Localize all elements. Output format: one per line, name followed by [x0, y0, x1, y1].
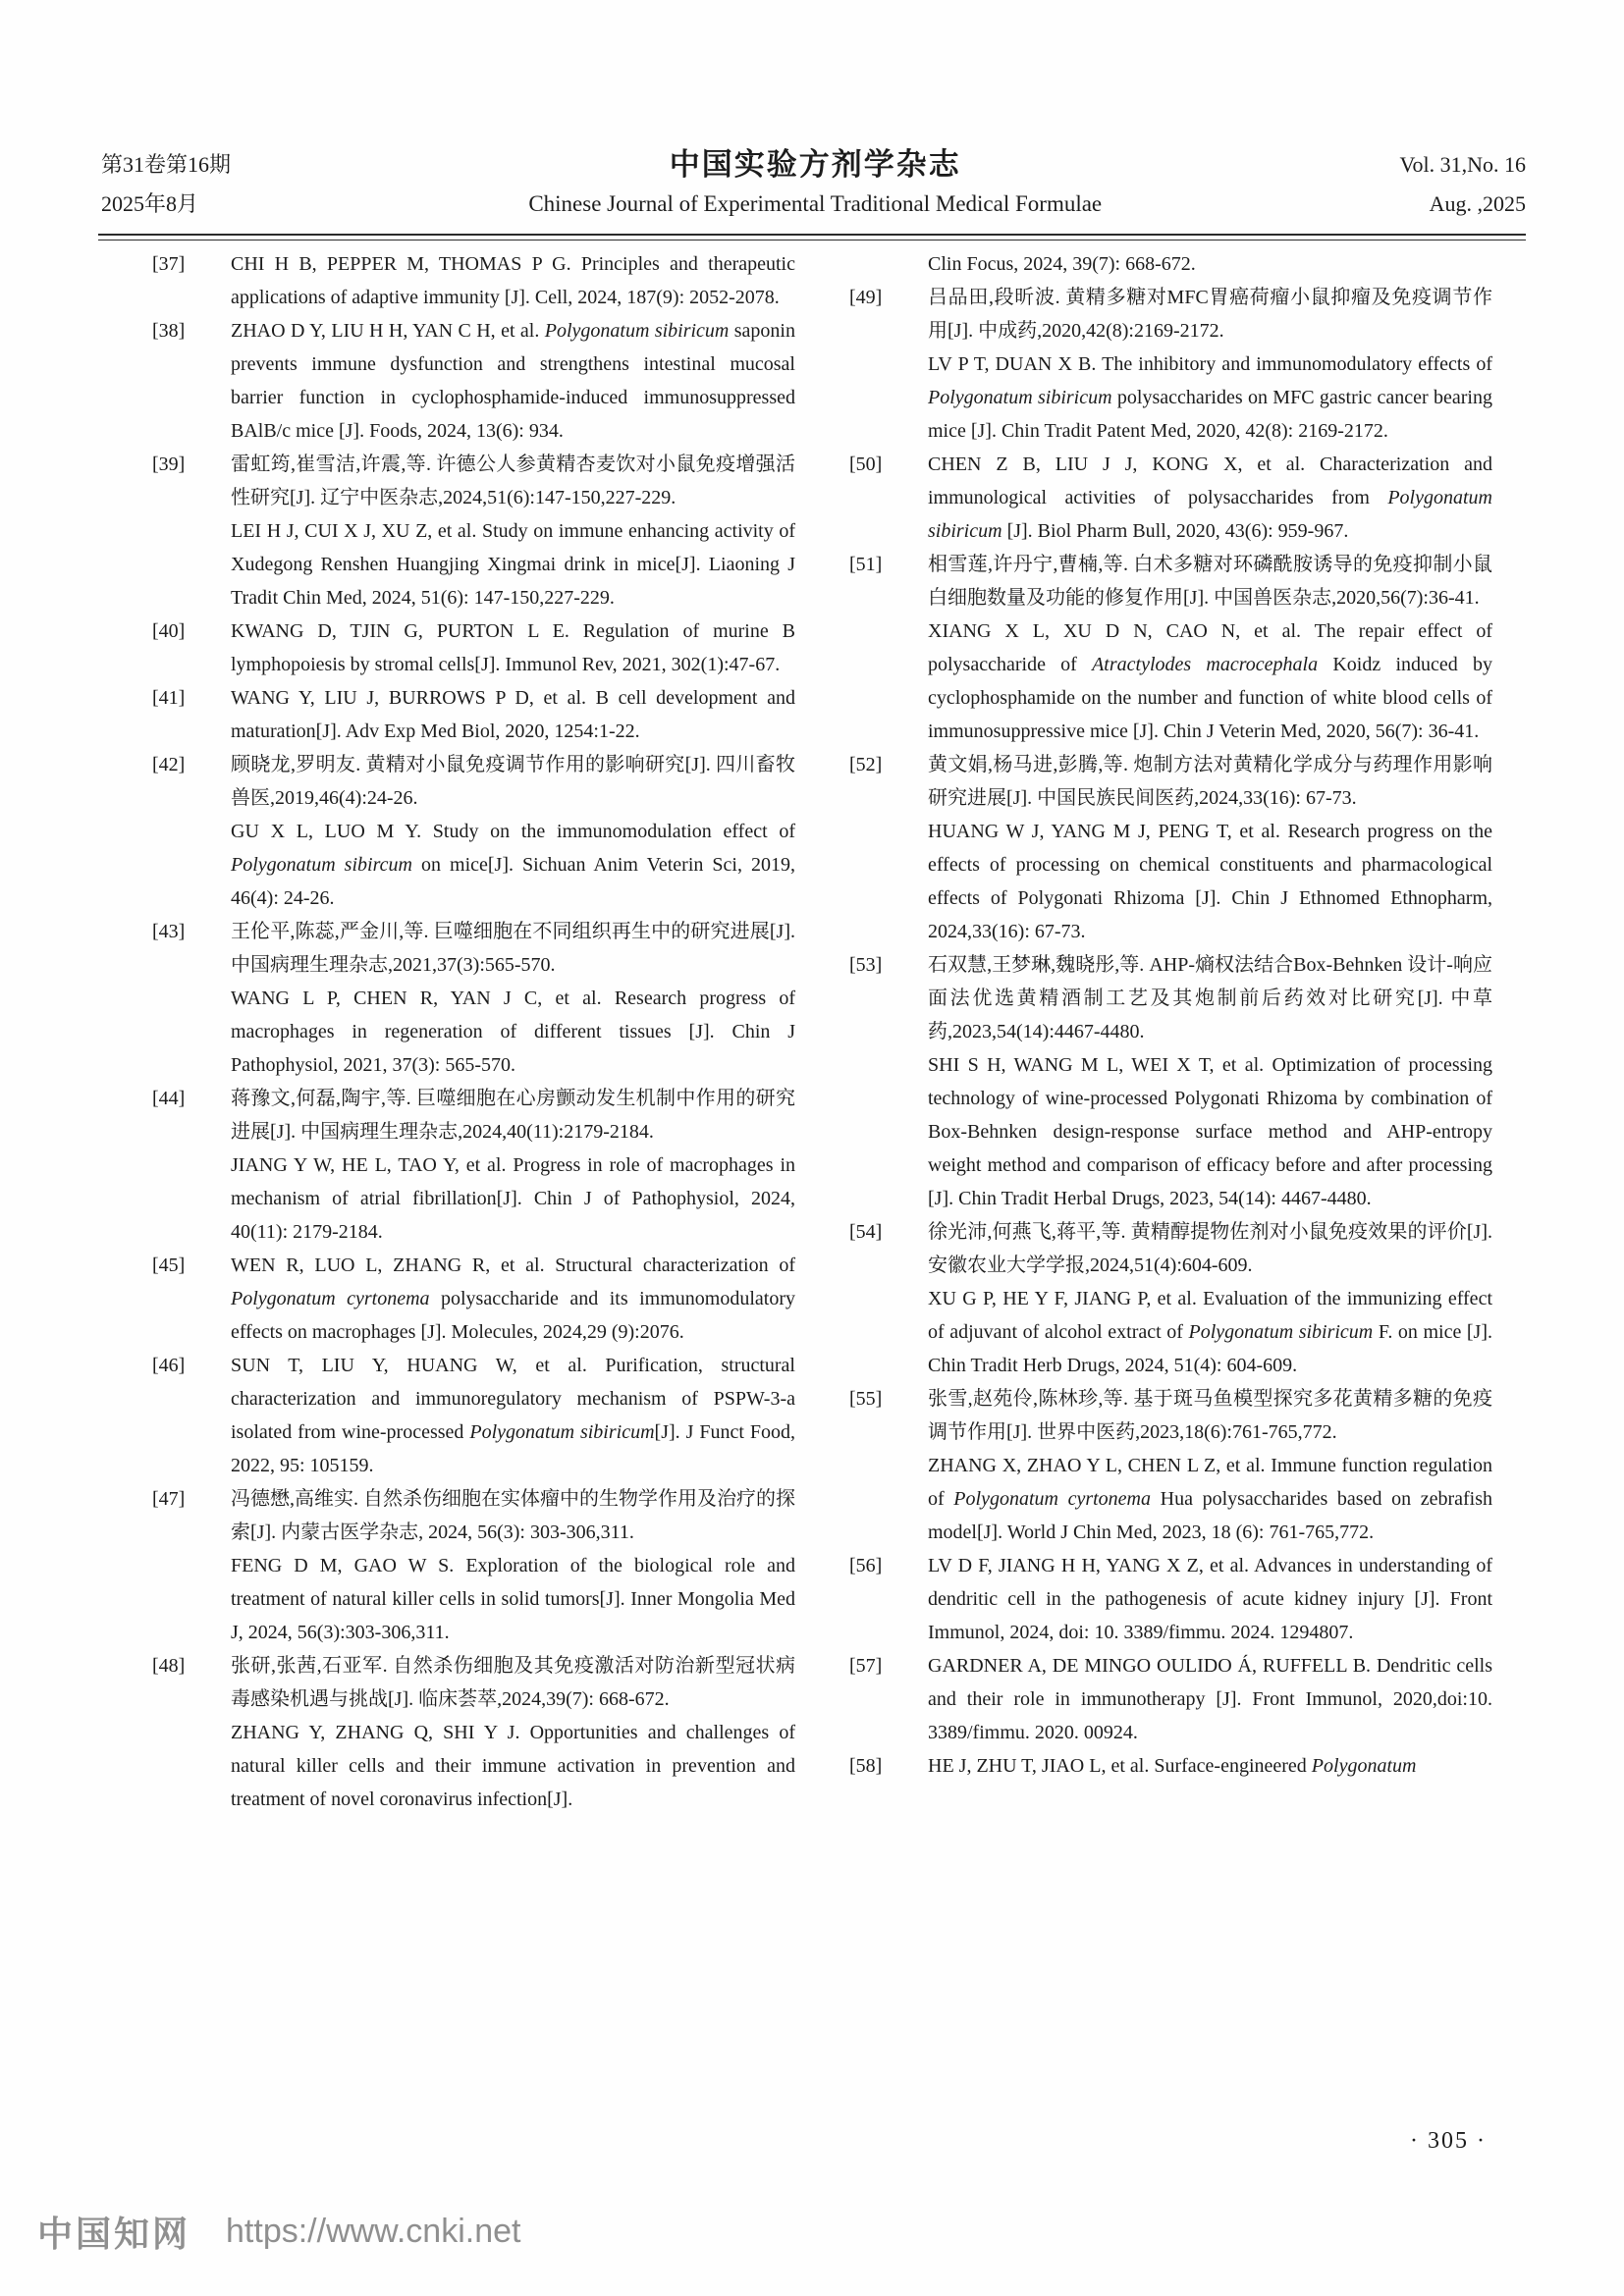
citation-text: WANG L P, CHEN R, YAN J C, et al. Research progress of macrophages in regeneration of different tissues [J]. Chin J Pathophysiol, 2021, 37(3): 565-570.	[231, 988, 795, 1076]
reference-body	[928, 247, 1492, 281]
reference-body	[928, 1749, 1492, 1783]
citation-text: ZHANG X, ZHAO Y L, CHEN L Z, et al. Immune function regulation of	[928, 1455, 1492, 1510]
citation-text: CHI H B, PEPPER M, THOMAS P G. Principles and therapeutic applications of adaptive immunity [J]. Cell, 2024, 187(9): 2052-2078.	[231, 253, 795, 308]
reference-number: [42]	[152, 754, 186, 775]
reference-number: [37]	[152, 253, 186, 275]
reference-body	[928, 281, 1492, 448]
citation-text: ZHAO D Y, LIU H H, YAN C H, et al.	[231, 320, 545, 342]
volume-issue-en: Vol. 31,No. 16	[1399, 152, 1526, 177]
citation-text: 吕品田,段昕波. 黄精多糖对MFC胃癌荷瘤小鼠抑瘤及免疫调节作用[J]. 中成药,2020,42(8):2169-2172.	[928, 287, 1492, 342]
reference-entry	[152, 1482, 795, 1649]
citation-italic-text: Polygonatum sibiricum	[469, 1421, 655, 1443]
citation-text: XIANG X L, XU D N, CAO N, et al. The repair effect of polysaccharide of	[928, 620, 1492, 675]
citation-text: 张研,张茜,石亚军. 自然杀伤细胞及其免疫激活对防治新型冠状病毒感染机遇与挑战[J]. 临床荟萃,2024,39(7): 668-672.	[231, 1655, 795, 1710]
citation-text: HE J, ZHU T, JIAO L, et al. Surface-engineered	[928, 1755, 1312, 1777]
reference-citation	[231, 247, 795, 314]
reference-citation	[231, 1349, 795, 1482]
reference-body	[231, 1349, 795, 1482]
references-column-left	[152, 247, 795, 1816]
header-issue-info-en	[1399, 145, 1526, 224]
citation-text: Koidz induced by cyclophosphamide on the number and function of white blood cells of immunosuppressive mice [J]. Chin J Veterin Med, 2020, 56(7): 36-41.	[928, 654, 1493, 742]
citation-text: WEN R, LUO L, ZHANG R, et al. Structural characterization of	[231, 1255, 795, 1276]
citation-text: XU G P, HE Y F, JIANG P, et al. Evaluation of the immunizing effect of adjuvant of alcohol extract of	[928, 1288, 1492, 1343]
reference-citation	[928, 1649, 1492, 1749]
reference-citation	[231, 514, 795, 614]
reference-entry	[849, 281, 1492, 448]
reference-entry	[849, 448, 1492, 548]
reference-entry	[849, 948, 1492, 1215]
reference-citation	[928, 448, 1492, 548]
reference-citation	[231, 448, 795, 514]
citation-text: 石双慧,王梦琳,魏晓彤,等. AHP-熵权法结合Box-Behnken 设计-响应面法优选黄精酒制工艺及其炮制前后药效对比研究[J]. 中草药,2023,54(14):4467-4480.	[928, 954, 1492, 1042]
citation-text: Clin Focus, 2024, 39(7): 668-672.	[928, 253, 1196, 275]
reference-citation	[928, 1282, 1492, 1382]
reference-citation	[231, 748, 795, 815]
citation-text: SUN T, LIU Y, HUANG W, et al. Purification, structural characterization and immunoregulatory mechanism of PSPW-3-a isolated from wine-processed	[231, 1355, 795, 1443]
reference-body	[928, 748, 1492, 948]
citation-italic-text: Polygonatum	[1311, 1755, 1417, 1777]
reference-number: [38]	[152, 320, 186, 342]
reference-number: [48]	[152, 1655, 186, 1677]
reference-citation	[231, 614, 795, 681]
reference-number: [44]	[152, 1088, 186, 1109]
citation-italic-text: Polygonatum sibircum	[231, 854, 412, 876]
citation-text: 相雪莲,许丹宁,曹楠,等. 白术多糖对环磷酰胺诱导的免疫抑制小鼠白细胞数量及功能的修复作用[J]. 中国兽医杂志,2020,56(7):36-41.	[928, 554, 1492, 609]
reference-body	[231, 247, 795, 314]
volume-issue-cn: 第31卷第16期	[101, 152, 232, 177]
citation-text: 徐光沛,何燕飞,蒋平,等. 黄精醇提物佐剂对小鼠免疫效果的评价[J]. 安徽农业大学学报,2024,51(4):604-609.	[928, 1221, 1492, 1276]
header-divider-rule	[98, 234, 1526, 240]
reference-entry	[849, 1749, 1492, 1783]
citation-text: SHI S H, WANG M L, WEI X T, et al. Optimization of processing technology of wine-processed Polygonati Rhizoma by combination of Box-Behnken design-response surface method and AHP-entropy weight method and comparison of efficacy before and after processing [J]. Chin Tradit Herbal Drugs, 2023, 54(14): 4467-4480.	[928, 1054, 1492, 1209]
date-en: Aug. ,2025	[1429, 191, 1526, 216]
reference-citation	[231, 1082, 795, 1148]
reference-entry	[152, 1249, 795, 1349]
reference-number: [49]	[849, 287, 883, 308]
journal-title-cn: 中国实验方剂学杂志	[669, 147, 961, 182]
citation-text: 顾晓龙,罗明友. 黄精对小鼠免疫调节作用的影响研究[J]. 四川畜牧兽医,2019,46(4):24-26.	[231, 754, 795, 809]
reference-citation	[231, 815, 795, 915]
reference-number: [46]	[152, 1355, 186, 1376]
citation-italic-text: Polygonatum sibiricum	[928, 487, 1492, 542]
reference-number: [40]	[152, 620, 186, 642]
citation-text: 冯德懋,高维实. 自然杀伤细胞在实体瘤中的生物学作用及治疗的探索[J]. 内蒙古医学杂志, 2024, 56(3): 303-306,311.	[231, 1488, 795, 1543]
reference-body	[231, 1082, 795, 1249]
footer-watermark	[37, 2207, 520, 2257]
reference-number: [56]	[849, 1555, 883, 1576]
reference-entry	[849, 1549, 1492, 1649]
reference-citation	[231, 1716, 795, 1816]
citation-text: LEI H J, CUI X J, XU Z, et al. Study on immune enhancing activity of Xudegong Renshen Huangjing Xingmai drink in mice[J]. Liaoning J Tradit Chin Med, 2024, 51(6): 147-150,227-229.	[231, 520, 795, 609]
reference-number: [39]	[152, 454, 186, 475]
reference-body	[231, 748, 795, 915]
citation-text: WANG Y, LIU J, BURROWS P D, et al. B cell development and maturation[J]. Adv Exp Med Biol, 2020, 1254:1-22.	[231, 687, 795, 742]
reference-body	[231, 1482, 795, 1649]
header-journal-title	[231, 145, 1399, 224]
reference-number: [41]	[152, 687, 186, 709]
citation-text: 蒋豫文,何磊,陶宇,等. 巨噬细胞在心房颤动发生机制中作用的研究进展[J]. 中国病理生理杂志,2024,40(11):2179-2184.	[231, 1088, 795, 1143]
citation-text: HUANG W J, YANG M J, PENG T, et al. Research progress on the effects of processing on chemical constituents and pharmacological effects of Polygonati Rhizoma [J]. Chin J Ethnomed Ethnopharm, 2024,33(16): 67-73.	[928, 821, 1492, 942]
cnki-logo-text: 中国知网	[37, 2214, 191, 2254]
citation-text: polysaccharides on MFC gastric cancer bearing mice [J]. Chin Tradit Patent Med, 2020, 42(8): 2169-2172.	[928, 387, 1492, 442]
citation-italic-text: Polygonatum cyrtonema	[231, 1288, 430, 1309]
citation-text: JIANG Y W, HE L, TAO Y, et al. Progress in role of macrophages in mechanism of atrial fibrillation[J]. Chin J of Pathophysiol, 2024, 40(11): 2179-2184.	[231, 1154, 795, 1243]
reference-citation	[928, 1549, 1492, 1649]
reference-entry	[152, 314, 795, 448]
reference-citation	[928, 948, 1492, 1048]
citation-italic-text: Polygonatum cyrtonema	[953, 1488, 1151, 1510]
reference-body	[231, 1649, 795, 1816]
citation-text: Hua polysaccharides based on zebrafish model[J]. World J Chin Med, 2023, 18 (6): 761-765,772.	[928, 1488, 1492, 1543]
reference-citation	[928, 1749, 1492, 1783]
reference-entry	[849, 247, 1492, 281]
reference-citation	[231, 681, 795, 748]
citation-text: saponin prevents immune dysfunction and strengthens intestinal mucosal barrier function in cyclophosphamide-induced immunosuppressed BAlB/c mice [J]. Foods, 2024, 13(6): 934.	[231, 320, 795, 442]
reference-body	[928, 1549, 1492, 1649]
reference-citation	[928, 1048, 1492, 1215]
reference-entry	[152, 915, 795, 1082]
citation-text: GU X L, LUO M Y. Study on the immunomodulation effect of	[231, 821, 795, 842]
reference-body	[928, 948, 1492, 1215]
reference-number: [43]	[152, 921, 186, 942]
reference-entry	[152, 681, 795, 748]
reference-body	[928, 1382, 1492, 1549]
reference-entry	[152, 247, 795, 314]
citation-text: [J]. J Funct Food, 2022, 95: 105159.	[231, 1421, 795, 1476]
reference-citation	[231, 982, 795, 1082]
reference-entry	[152, 1349, 795, 1482]
citation-text: F. on mice [J]. Chin Tradit Herb Drugs, 2024, 51(4): 604-609.	[928, 1321, 1492, 1376]
reference-body	[928, 1649, 1492, 1749]
reference-entry	[152, 614, 795, 681]
citation-text: [J]. Biol Pharm Bull, 2020, 43(6): 959-967.	[1001, 520, 1349, 542]
citation-text: 黄文娟,杨马进,彭腾,等. 炮制方法对黄精化学成分与药理作用影响研究进展[J]. 中国民族民间医药,2024,33(16): 67-73.	[928, 754, 1492, 809]
reference-entry	[152, 448, 795, 614]
reference-number: [58]	[849, 1755, 883, 1777]
reference-citation	[928, 347, 1492, 448]
reference-entry	[849, 1215, 1492, 1382]
citation-text: CHEN Z B, LIU J J, KONG X, et al. Characterization and immunological activities of polysaccharides from	[928, 454, 1492, 508]
reference-entry	[849, 1382, 1492, 1549]
reference-citation	[928, 1215, 1492, 1282]
reference-entry	[152, 748, 795, 915]
reference-entry	[849, 748, 1492, 948]
reference-number: [45]	[152, 1255, 186, 1276]
citation-text: on mice[J]. Sichuan Anim Veterin Sci, 2019, 46(4): 24-26.	[231, 854, 795, 909]
reference-number: [57]	[849, 1655, 883, 1677]
citation-italic-text: Polygonatum sibiricum	[1188, 1321, 1374, 1343]
date-cn: 2025年8月	[101, 191, 199, 216]
reference-body	[231, 614, 795, 681]
reference-number: [50]	[849, 454, 883, 475]
reference-number: [47]	[152, 1488, 186, 1510]
reference-citation	[231, 314, 795, 448]
reference-citation	[928, 281, 1492, 347]
reference-citation	[928, 614, 1492, 748]
reference-citation	[928, 815, 1492, 948]
reference-number: [53]	[849, 954, 883, 976]
page-header	[101, 145, 1526, 224]
citation-text: 王伦平,陈蕊,严金川,等. 巨噬细胞在不同组织再生中的研究进展[J]. 中国病理生理杂志,2021,37(3):565-570.	[231, 921, 795, 976]
citation-text: FENG D M, GAO W S. Exploration of the biological role and treatment of natural killer cells in solid tumors[J]. Inner Mongolia Med J, 2024, 56(3):303-306,311.	[231, 1555, 795, 1643]
reference-citation	[231, 1249, 795, 1349]
citation-text: ZHANG Y, ZHANG Q, SHI Y J. Opportunities and challenges of natural killer cells and their immune activation in prevention and treatment of novel coronavirus infection[J].	[231, 1722, 795, 1810]
reference-body	[231, 314, 795, 448]
citation-italic-text: Polygonatum sibiricum	[928, 387, 1112, 408]
citation-text: GARDNER A, DE MINGO OULIDO Á, RUFFELL B. Dendritic cells and their role in immunotherapy [J]. Front Immunol, 2020,doi:10. 3389/fimmu. 2020. 00924.	[928, 1655, 1492, 1743]
reference-body	[231, 1249, 795, 1349]
reference-number: [54]	[849, 1221, 883, 1243]
reference-number: [55]	[849, 1388, 883, 1410]
citation-text: LV D F, JIANG H H, YANG X Z, et al. Advances in understanding of dendritic cell in the pathogenesis of acute kidney injury [J]. Front Immunol, 2024, doi: 10. 3389/fimmu. 2024. 1294807.	[928, 1555, 1492, 1643]
reference-body	[928, 1215, 1492, 1382]
page-number: · 305 ·	[1410, 2128, 1487, 2154]
reference-entry	[152, 1649, 795, 1816]
reference-number: [52]	[849, 754, 883, 775]
reference-body	[231, 681, 795, 748]
reference-citation	[231, 1482, 795, 1549]
reference-body	[928, 448, 1492, 548]
reference-citation	[928, 247, 1492, 281]
reference-body	[231, 915, 795, 1082]
citation-italic-text: Atractylodes macrocephala	[1092, 654, 1319, 675]
reference-body	[231, 448, 795, 614]
reference-citation	[928, 1382, 1492, 1449]
reference-number: [51]	[849, 554, 883, 575]
reference-citation	[928, 1449, 1492, 1549]
citation-text: LV P T, DUAN X B. The inhibitory and immunomodulatory effects of	[928, 353, 1492, 375]
journal-title-en: Chinese Journal of Experimental Traditional Medical Formulae	[528, 191, 1103, 216]
citation-italic-text: Polygonatum sibiricum	[544, 320, 730, 342]
references-section	[152, 247, 1492, 1816]
reference-citation	[231, 1549, 795, 1649]
citation-text: 张雪,赵苑伶,陈林珍,等. 基于斑马鱼模型探究多花黄精多糖的免疫调节作用[J]. 世界中医药,2023,18(6):761-765,772.	[928, 1388, 1492, 1443]
references-column-right	[849, 247, 1492, 1816]
reference-entry	[849, 1649, 1492, 1749]
reference-citation	[231, 915, 795, 982]
citation-text: 雷虹筠,崔雪洁,许震,等. 许德公人参黄精杏麦饮对小鼠免疫增强活性研究[J]. 辽宁中医杂志,2024,51(6):147-150,227-229.	[231, 454, 795, 508]
cnki-url: https://www.cnki.net	[226, 2213, 521, 2250]
reference-entry	[152, 1082, 795, 1249]
reference-citation	[231, 1649, 795, 1716]
reference-entry	[849, 548, 1492, 748]
reference-citation	[928, 548, 1492, 614]
reference-citation	[928, 748, 1492, 815]
reference-body	[928, 548, 1492, 748]
reference-citation	[231, 1148, 795, 1249]
citation-text: KWANG D, TJIN G, PURTON L E. Regulation of murine B lymphopoiesis by stromal cells[J]. Immunol Rev, 2021, 302(1):47-67.	[231, 620, 795, 675]
header-issue-info-cn	[101, 145, 231, 224]
citation-text: polysaccharide and its immunomodulatory effects on macrophages [J]. Molecules, 2024,29 (9):2076.	[231, 1288, 795, 1343]
